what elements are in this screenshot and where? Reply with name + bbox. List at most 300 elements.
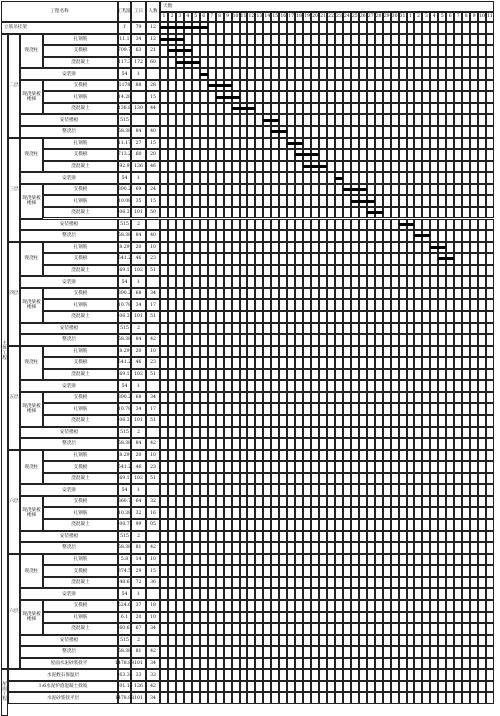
row-name: 安装梁: [20, 588, 118, 600]
grid-cell: [375, 299, 383, 311]
grid-cell: [319, 242, 327, 254]
row-workers: 15: [146, 195, 160, 207]
row-workers: 40: [146, 126, 160, 138]
grid-cell: [160, 461, 168, 473]
grid-cell: [184, 299, 192, 311]
grid-cell: [224, 34, 232, 46]
grid-cell: [216, 288, 224, 300]
grid-cell: [462, 91, 470, 103]
grid-cell: [399, 80, 407, 92]
grid-cell: [478, 242, 486, 254]
grid-cell: [383, 461, 391, 473]
grid-cell: [335, 646, 343, 658]
day-number: 14: [263, 12, 271, 23]
grid-cell: [263, 68, 271, 80]
grid-cell: [367, 288, 375, 300]
grid-cell: [383, 276, 391, 288]
grid-cell: [407, 450, 415, 462]
grid-cell: [407, 554, 415, 566]
grid-cell: [263, 450, 271, 462]
grid-cell: [359, 276, 367, 288]
row-workers: 17: [146, 403, 160, 415]
grid-cell: [375, 114, 383, 126]
grid-cell: [399, 34, 407, 46]
grid-cell: [319, 531, 327, 543]
grid-cell: [160, 554, 168, 566]
grid-cell: [271, 623, 279, 635]
grid-cell: [160, 646, 168, 658]
row-workers: [146, 427, 160, 439]
grid-cell: [311, 600, 319, 612]
grid-cell: [391, 161, 399, 173]
grid-cell: [351, 554, 359, 566]
grid-cell: [168, 600, 176, 612]
grid-cell: [375, 380, 383, 392]
grid-cell: [438, 554, 446, 566]
grid-cell: [407, 484, 415, 496]
grid-cell: [470, 103, 478, 115]
grid-cell: [478, 450, 486, 462]
grid-cell: [255, 288, 263, 300]
grid-cell: [176, 195, 184, 207]
grid-cell: [446, 45, 454, 57]
grid-cell: [438, 230, 446, 242]
grid-cell: [192, 427, 200, 439]
grid-cell: [422, 554, 430, 566]
row-workers: 12: [146, 34, 160, 46]
grid-cell: [224, 600, 232, 612]
grid-cell: [192, 161, 200, 173]
grid-cell: [486, 276, 494, 288]
grid-cell: [383, 22, 391, 34]
grid-cell: [414, 126, 422, 138]
floor-label: 四层: [8, 242, 20, 346]
grid-cell: [176, 623, 184, 635]
grid-cell: [462, 612, 470, 624]
grid-cell: [200, 519, 208, 531]
grid-cell: [422, 577, 430, 589]
grid-cell: [287, 346, 295, 358]
grid-cell: [327, 334, 335, 346]
grid-cell: [168, 681, 176, 693]
grid-cell: [375, 172, 383, 184]
grid-cell: [192, 114, 200, 126]
grid-cell: [327, 299, 335, 311]
row-qty: 54: [118, 484, 131, 496]
grid-cell: [414, 311, 422, 323]
grid-cell: [200, 149, 208, 161]
row-qty: 515: [118, 427, 131, 439]
grid-cell: [168, 138, 176, 150]
grid-cell: [263, 126, 271, 138]
grid-cell: [263, 635, 271, 647]
grid-cell: [287, 519, 295, 531]
grid-cell: [438, 346, 446, 358]
grid-cell: [470, 230, 478, 242]
grid-cell: [327, 149, 335, 161]
grid-cell: [200, 34, 208, 46]
grid-cell: [255, 346, 263, 358]
grid-cell: [462, 496, 470, 508]
row-workers: 42: [146, 438, 160, 450]
header-workers: 人数: [146, 1, 160, 22]
grid-cell: [232, 149, 240, 161]
grid-cell: [438, 288, 446, 300]
grid-cell: [407, 496, 415, 508]
grid-cell: [247, 577, 255, 589]
day-number: 26: [359, 12, 367, 23]
day-number: 19: [303, 12, 311, 23]
grid-cell: [303, 507, 311, 519]
day-number: 2: [414, 12, 422, 23]
grid-cell: [391, 299, 399, 311]
grid-cell: [247, 34, 255, 46]
group-label: 现浇梁板楼梯: [20, 184, 43, 219]
row-workers: 33: [146, 669, 160, 681]
grid-cell: [470, 635, 478, 647]
grid-cell: [184, 461, 192, 473]
grid-cell: [422, 138, 430, 150]
grid-cell: [478, 612, 486, 624]
row-name: 安装楼板: [20, 531, 118, 543]
grid-cell: [279, 623, 287, 635]
row-qty: 10.08: [118, 195, 131, 207]
floor-label: 三层: [8, 138, 20, 242]
grid-cell: [438, 531, 446, 543]
grid-cell: [200, 484, 208, 496]
day-number: 3: [176, 12, 184, 23]
grid-cell: [216, 184, 224, 196]
grid-cell: [168, 219, 176, 231]
grid-cell: [375, 149, 383, 161]
grid-cell: [200, 346, 208, 358]
grid-cell: [232, 68, 240, 80]
grid-cell: [263, 531, 271, 543]
grid-cell: [470, 219, 478, 231]
day-number: 11: [486, 12, 494, 23]
grid-cell: [216, 195, 224, 207]
row-name: 水泥蛭石保温层: [8, 669, 118, 681]
row-workers: 51: [146, 473, 160, 485]
grid-cell: [247, 91, 255, 103]
grid-cell: [375, 438, 383, 450]
grid-cell: [343, 346, 351, 358]
grid-cell: [216, 276, 224, 288]
grid-cell: [375, 623, 383, 635]
grid-cell: [454, 369, 462, 381]
grid-cell: [279, 542, 287, 554]
row-hours: 68: [131, 288, 146, 300]
grid-cell: [247, 450, 255, 462]
grid-cell: [295, 219, 303, 231]
grid-cell: [279, 357, 287, 369]
grid-cell: [399, 588, 407, 600]
grid-cell: [184, 334, 192, 346]
grid-cell: [200, 288, 208, 300]
grid-cell: [216, 114, 224, 126]
grid-cell: [192, 496, 200, 508]
grid-cell: [478, 554, 486, 566]
grid-cell: [279, 669, 287, 681]
grid-cell: [414, 577, 422, 589]
grid-cell: [176, 519, 184, 531]
row-workers: 18: [146, 600, 160, 612]
grid-cell: [462, 195, 470, 207]
grid-cell: [478, 531, 486, 543]
grid-cell: [343, 461, 351, 473]
group-label: 现浇柱: [20, 34, 43, 69]
grid-cell: [303, 184, 311, 196]
grid-cell: [287, 265, 295, 277]
row-qty: 69.1: [118, 473, 131, 485]
row-hours: 84: [131, 126, 146, 138]
grid-cell: [271, 531, 279, 543]
grid-cell: [422, 299, 430, 311]
grid-cell: [208, 380, 216, 392]
grid-cell: [414, 646, 422, 658]
grid-cell: [399, 265, 407, 277]
grid-cell: [247, 392, 255, 404]
grid-cell: [486, 45, 494, 57]
grid-cell: [287, 242, 295, 254]
day-number: 18: [295, 12, 303, 23]
grid-cell: [271, 230, 279, 242]
row-qty: 14.28: [118, 91, 131, 103]
grid-cell: [192, 658, 200, 670]
grid-cell: [375, 34, 383, 46]
row-hours: 20: [131, 612, 146, 624]
grid-cell: [343, 403, 351, 415]
grid-cell: [200, 242, 208, 254]
grid-cell: [192, 91, 200, 103]
row-workers: [146, 635, 160, 647]
grid-cell: [399, 577, 407, 589]
grid-cell: [160, 519, 168, 531]
grid-cell: [343, 380, 351, 392]
row-name: 安装楼板: [20, 323, 118, 335]
grid-cell: [391, 519, 399, 531]
grid-cell: [375, 57, 383, 69]
grid-cell: [319, 484, 327, 496]
grid-cell: [383, 311, 391, 323]
grid-cell: [367, 496, 375, 508]
grid-cell: [414, 669, 422, 681]
grid-cell: [232, 184, 240, 196]
grid-cell: [343, 265, 351, 277]
grid-cell: [295, 531, 303, 543]
grid-cell: [383, 635, 391, 647]
grid-cell: [255, 299, 263, 311]
grid-cell: [247, 542, 255, 554]
row-hours: 14: [131, 554, 146, 566]
grid-cell: [446, 681, 454, 693]
grid-cell: [319, 126, 327, 138]
grid-cell: [414, 438, 422, 450]
grid-cell: [407, 22, 415, 34]
grid-cell: [391, 438, 399, 450]
grid-cell: [255, 577, 263, 589]
grid-cell: [486, 473, 494, 485]
grid-cell: [359, 34, 367, 46]
grid-cell: [367, 473, 375, 485]
grid-cell: [486, 219, 494, 231]
grid-cell: [168, 392, 176, 404]
grid-cell: [255, 669, 263, 681]
grid-cell: [486, 461, 494, 473]
grid-cell: [335, 357, 343, 369]
grid-cell: [478, 323, 486, 335]
grid-cell: [216, 623, 224, 635]
grid-cell: [279, 91, 287, 103]
grid-cell: [303, 519, 311, 531]
grid-cell: [399, 450, 407, 462]
grid-cell: [351, 138, 359, 150]
grid-cell: [200, 415, 208, 427]
schedule-bar: [208, 84, 232, 87]
grid-cell: [168, 658, 176, 670]
grid-cell: [168, 415, 176, 427]
grid-cell: [335, 161, 343, 173]
row-hours: 130: [131, 103, 146, 115]
grid-cell: [200, 669, 208, 681]
row-workers: [146, 172, 160, 184]
grid-cell: [351, 103, 359, 115]
grid-cell: [160, 565, 168, 577]
grid-cell: [343, 565, 351, 577]
grid-cell: [271, 346, 279, 358]
grid-cell: [279, 265, 287, 277]
grid-cell: [176, 473, 184, 485]
grid-cell: [160, 438, 168, 450]
grid-cell: [168, 646, 176, 658]
grid-cell: [168, 253, 176, 265]
grid-cell: [247, 114, 255, 126]
grid-cell: [375, 311, 383, 323]
grid-cell: [247, 554, 255, 566]
grid-cell: [391, 323, 399, 335]
grid-cell: [430, 681, 438, 693]
grid-cell: [216, 68, 224, 80]
grid-cell: [414, 149, 422, 161]
grid-cell: [470, 519, 478, 531]
grid-cell: [184, 646, 192, 658]
grid-cell: [184, 230, 192, 242]
grid-cell: [224, 577, 232, 589]
grid-cell: [359, 299, 367, 311]
grid-cell: [343, 299, 351, 311]
grid-cell: [176, 253, 184, 265]
row-hours: 2: [131, 427, 146, 439]
grid-cell: [335, 276, 343, 288]
grid-cell: [319, 114, 327, 126]
row-workers: 42: [146, 646, 160, 658]
grid-cell: [192, 80, 200, 92]
grid-cell: [367, 149, 375, 161]
grid-cell: [192, 219, 200, 231]
grid-cell: [263, 138, 271, 150]
grid-cell: [446, 415, 454, 427]
grid-cell: [367, 658, 375, 670]
grid-cell: [367, 334, 375, 346]
grid-cell: [263, 103, 271, 115]
row-name: 浇混凝土: [43, 519, 118, 531]
grid-cell: [263, 542, 271, 554]
grid-cell: [335, 484, 343, 496]
grid-cell: [184, 380, 192, 392]
grid-cell: [192, 346, 200, 358]
grid-cell: [184, 80, 192, 92]
grid-cell: [263, 346, 271, 358]
grid-cell: [263, 473, 271, 485]
grid-cell: [446, 57, 454, 69]
grid-cell: [208, 323, 216, 335]
grid-cell: [327, 496, 335, 508]
grid-cell: [462, 369, 470, 381]
grid-cell: [399, 392, 407, 404]
grid-cell: [478, 380, 486, 392]
grid-cell: [462, 392, 470, 404]
grid-cell: [224, 403, 232, 415]
grid-cell: [216, 103, 224, 115]
grid-cell: [176, 276, 184, 288]
grid-cell: [462, 565, 470, 577]
grid-cell: [383, 380, 391, 392]
grid-cell: [351, 473, 359, 485]
grid-cell: [422, 172, 430, 184]
grid-cell: [311, 577, 319, 589]
grid-cell: [295, 438, 303, 450]
grid-cell: [399, 276, 407, 288]
grid-cell: [232, 542, 240, 554]
grid-cell: [486, 357, 494, 369]
grid-cell: [407, 138, 415, 150]
grid-cell: [438, 623, 446, 635]
grid-cell: [407, 311, 415, 323]
grid-cell: [208, 565, 216, 577]
grid-cell: [263, 57, 271, 69]
grid-cell: [478, 357, 486, 369]
grid-cell: [391, 346, 399, 358]
grid-cell: [176, 161, 184, 173]
grid-cell: [422, 323, 430, 335]
row-hours: 29: [131, 565, 146, 577]
grid-cell: [367, 68, 375, 80]
grid-cell: [359, 230, 367, 242]
grid-cell: [160, 542, 168, 554]
grid-cell: [216, 646, 224, 658]
grid-cell: [430, 91, 438, 103]
grid-cell: [486, 91, 494, 103]
grid-cell: [407, 438, 415, 450]
grid-cell: [224, 253, 232, 265]
grid-cell: [407, 195, 415, 207]
grid-cell: [438, 91, 446, 103]
grid-cell: [319, 103, 327, 115]
grid-cell: [407, 612, 415, 624]
grid-cell: [303, 276, 311, 288]
grid-cell: [319, 565, 327, 577]
grid-cell: [486, 588, 494, 600]
grid-cell: [351, 68, 359, 80]
grid-cell: [375, 496, 383, 508]
grid-cell: [454, 91, 462, 103]
grid-cell: [391, 334, 399, 346]
grid-cell: [414, 531, 422, 543]
grid-cell: [319, 427, 327, 439]
grid-cell: [486, 519, 494, 531]
grid-cell: [168, 450, 176, 462]
grid-cell: [311, 519, 319, 531]
